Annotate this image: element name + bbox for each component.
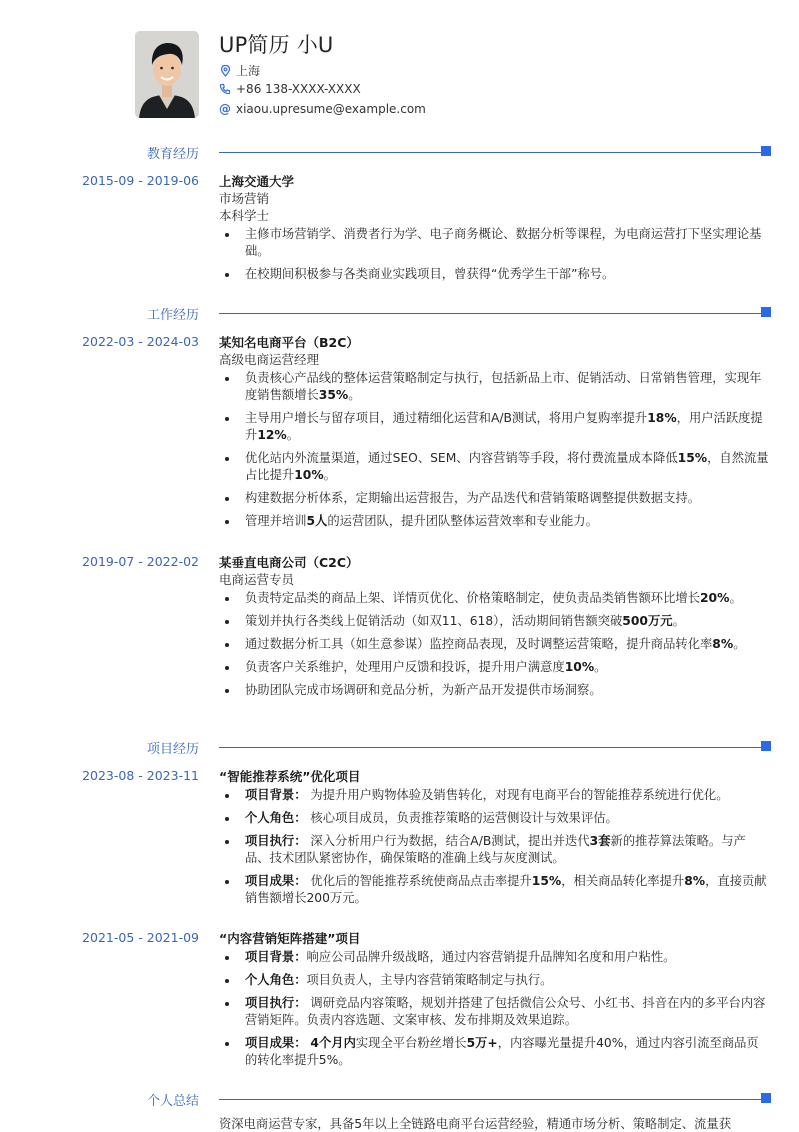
phone-icon <box>219 83 231 95</box>
contact-location <box>219 62 260 79</box>
project-name: “智能推荐系统”优化项目 <box>219 769 361 784</box>
job-title: 高级电商运营经理 <box>219 352 320 367</box>
list-item: 主导用户增长与留存项目，通过精细化运营和A/B测试，将用户复购率提升18%，用户活跃度提升12%。 <box>219 410 769 444</box>
location-pin-icon <box>219 65 231 77</box>
list-item: 负责特定品类的商品上架、详情页优化、价格策略制定，使负责品类销售额环比增长20%。 <box>219 590 769 607</box>
entry-date: 2021-05 - 2021-09 <box>82 930 199 945</box>
section-marker-square <box>761 741 771 751</box>
list-item: 构建数据分析体系，定期输出运营报告，为产品迭代和营销策略调整提供数据支持。 <box>219 490 769 507</box>
location-text: 上海 <box>236 64 261 78</box>
section-title-education: 教育经历 <box>146 147 199 162</box>
list-item: 项目背景： 为提升用户购物体验及销售转化，对现有电商平台的智能推荐系统进行优化。 <box>219 787 769 804</box>
list-item: 个人角色： 核心项目成员，负责推荐策略的运营侧设计与效果评估。 <box>219 810 769 827</box>
list-item: 在校期间积极参与各类商业实践项目，曾获得“优秀学生干部”称号。 <box>219 266 769 283</box>
degree: 本科学士 <box>219 208 270 223</box>
major: 市场营销 <box>219 191 270 206</box>
section-header-summary <box>0 1090 799 1110</box>
list-item: 项目成果： 4个月内实现全平台粉丝增长5万+，内容曝光量提升40%，通过内容引流至商品页的转化率提升5%。 <box>219 1035 769 1069</box>
profile-photo <box>135 31 199 118</box>
section-divider <box>219 747 762 748</box>
company-name: 某垂直电商公司（C2C） <box>219 555 359 570</box>
list-item: 项目执行： 调研竞品内容策略，规划并搭建了包括微信公众号、小红书、抖音在内的多平台内容营销矩阵。负责内容选题、文案审核、发布排期及效果追踪。 <box>219 995 769 1029</box>
list-item: 个人角色：项目负责人，主导内容营销策略制定与执行。 <box>219 972 769 989</box>
section-title-work: 工作经历 <box>146 308 199 323</box>
list-item: 协助团队完成市场调研和竞品分析，为新产品开发提供市场洞察。 <box>219 682 769 699</box>
list-item: 项目成果： 优化后的智能推荐系统使商品点击率提升15%，相关商品转化率提升8%，直接贡献销售额增长200万元。 <box>219 873 769 907</box>
section-title-projects: 项目经历 <box>146 742 199 757</box>
section-divider <box>219 152 762 153</box>
list-item: 策划并执行各类线上促销活动（如双11、618），活动期间销售额突破500万元。 <box>219 613 769 630</box>
entry-date: 2019-07 - 2022-02 <box>82 554 199 569</box>
section-header-projects <box>0 738 799 758</box>
project-name: “内容营销矩阵搭建”项目 <box>219 931 361 946</box>
section-marker-square <box>761 1093 771 1103</box>
job-title: 电商运营专员 <box>219 572 295 587</box>
contact-phone <box>219 82 361 96</box>
entry-date: 2015-09 - 2019-06 <box>82 173 199 188</box>
list-item: 负责客户关系维护，处理用户反馈和投诉，提升用户满意度10%。 <box>219 659 769 676</box>
summary-text: 资深电商运营专家，具备5年以上全链路电商平台运营经验，精通市场分析、策略制定、流量获 <box>219 1117 731 1131</box>
email-text[interactable]: xiaou.upresume@example.com <box>236 102 426 116</box>
section-divider <box>219 313 762 314</box>
phone-text[interactable]: +86 138-XXXX-XXXX <box>236 82 361 96</box>
entry-date: 2022-03 - 2024-03 <box>82 334 199 349</box>
entry-date: 2023-08 - 2023-11 <box>82 768 199 783</box>
candidate-name: UP简历 小U <box>219 33 334 57</box>
list-item: 通过数据分析工具（如生意参谋）监控商品表现，及时调整运营策略，提升商品转化率8%。 <box>219 636 769 653</box>
section-header-work <box>0 304 799 324</box>
at-email-icon: @ <box>219 102 231 116</box>
contact-email <box>219 102 426 116</box>
list-item: 项目背景：响应公司品牌升级战略，通过内容营销提升品牌知名度和用户粘性。 <box>219 949 769 966</box>
list-item: 管理并培训5人的运营团队，提升团队整体运营效率和专业能力。 <box>219 513 769 530</box>
section-divider <box>219 1099 762 1100</box>
school-name: 上海交通大学 <box>219 174 295 189</box>
list-item: 项目执行： 深入分析用户行为数据，结合A/B测试，提出并迭代3套新的推荐算法策略。与产品、技术团队紧密协作，确保策略的准确上线与灰度测试。 <box>219 833 769 867</box>
list-item: 负责核心产品线的整体运营策略制定与执行，包括新品上市、促销活动、日常销售管理，实现年度销售额增长35%。 <box>219 370 769 404</box>
section-marker-square <box>761 307 771 317</box>
section-header-education <box>0 143 799 163</box>
section-marker-square <box>761 146 771 156</box>
list-item: 优化站内外流量渠道，通过SEO、SEM、内容营销等手段，将付费流量成本降低15%，自然流量占比提升10%。 <box>219 450 769 484</box>
company-name: 某知名电商平台（B2C） <box>219 335 359 350</box>
section-title-summary: 个人总结 <box>146 1094 199 1109</box>
list-item: 主修市场营销学、消费者行为学、电子商务概论、数据分析等课程，为电商运营打下坚实理论基础。 <box>219 226 769 260</box>
